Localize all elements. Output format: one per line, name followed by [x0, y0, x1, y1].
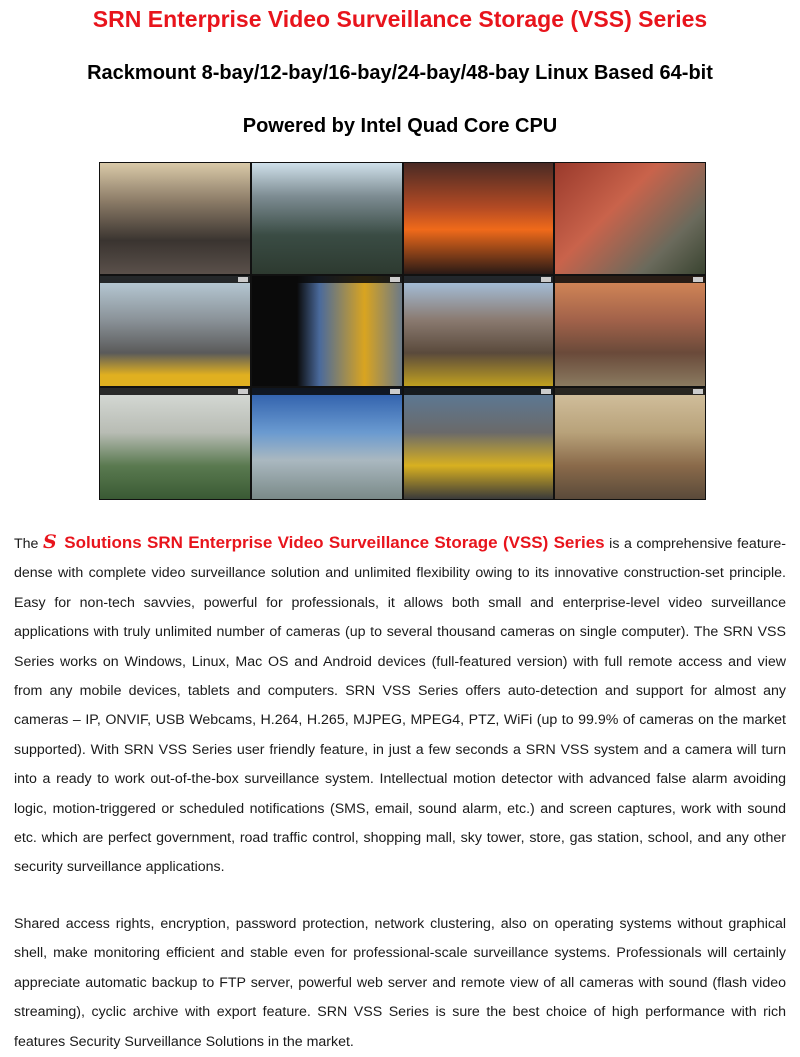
description-paragraph-2: Shared access rights, encryption, password protection, network clustering, also on operating systems without graphical shell, make monitoring efficient and stable even for professional-scale surveillance systems. Professionals will certainly appreciate automatic backup to FTP server, powerful web server and remote view of all cameras with sound (flash video streaming), cyclic archive with export feature. SRN VSS Series is sure the best choice of high performance with rich features Security Surveillance Solutions in the market.: [14, 916, 786, 1050]
camera-tile: [252, 163, 402, 274]
camera-title-bar: [555, 276, 705, 283]
camera-tile: [555, 163, 705, 274]
camera-tile: [555, 388, 705, 499]
camera-title-bar: [252, 388, 402, 395]
page-subtitle-bays: Rackmount 8-bay/12-bay/16-bay/24-bay/48-bay Linux Based 64-bit: [87, 62, 713, 84]
camera-tile: [100, 388, 250, 499]
camera-title-bar: [404, 276, 554, 283]
camera-tile: [404, 163, 554, 274]
camera-title-bar: [100, 388, 250, 395]
camera-mosaic-image: [99, 162, 706, 500]
camera-tile: [252, 388, 402, 499]
camera-title-bar: [100, 276, 250, 283]
camera-tile: [404, 276, 554, 387]
camera-tile: [252, 276, 402, 387]
page-subtitle-cpu: Powered by Intel Quad Core CPU: [242, 115, 558, 137]
camera-tile: [555, 276, 705, 387]
intro-word: The: [14, 536, 39, 552]
brand-logo-icon: S: [42, 531, 57, 553]
description-paragraph-1: [14, 528, 786, 883]
camera-title-bar: [555, 388, 705, 395]
brand-name: Solutions SRN Enterprise Video Surveillance Storage (VSS) Series: [64, 533, 605, 552]
camera-title-bar: [252, 276, 402, 283]
camera-tile: [404, 388, 554, 499]
camera-tile: [100, 276, 250, 387]
camera-title-bar: [404, 388, 554, 395]
page-title: SRN Enterprise Video Surveillance Storage (VSS) Series: [92, 6, 708, 32]
paragraph-1-text: is a comprehensive feature-dense with complete video surveillance solution and unlimited flexibility owing to its innovative construction-set principle. Easy for non-tech savvies, powerful for professionals, it allows both small and enterprise-level video surveillance applications with truly unlimited number of cameras (up to several thousand cameras on single computer). The SRN VSS Series works on Windows, Linux, Mac OS and Android devices (full-featured version) with full remote access and view from any mobile devices, tablets and computers. SRN VSS Series offers auto-detection and support for almost any cameras – IP, ONVIF, USB Webcams, H.264, H.265, MJPEG, MPEG4, PTZ, WiFi (up to 99.9% of cameras on the market supported). With SRN VSS Series user friendly feature, in just a few seconds a SRN VSS system and a camera will turn into a ready to work out-of-the-box surveillance system. Intellectual motion detector with advanced false alarm avoiding logic, motion-triggered or scheduled notifications (SMS, email, sound alarm, etc.) and screen captures, work with sound etc. which are perfect government, road traffic control, shopping mall, sky tower, store, gas station, school, and any other security surveillance applications.: [14, 536, 786, 876]
camera-tile: [100, 163, 250, 274]
